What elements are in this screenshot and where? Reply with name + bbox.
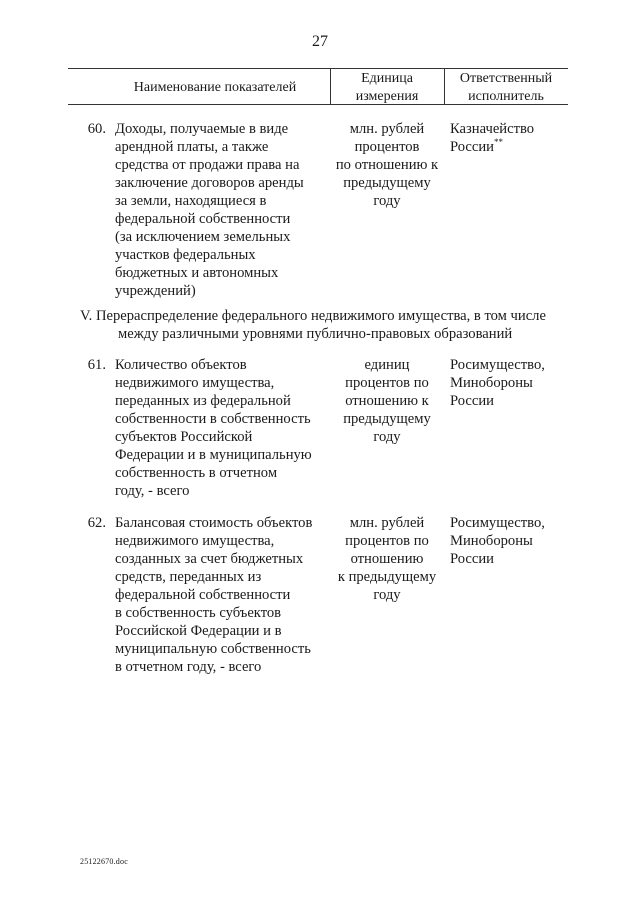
name-line: недвижимого имущества, bbox=[115, 533, 275, 549]
name-line: средства от продажи права на bbox=[115, 157, 300, 173]
section-heading-line-1: V. Перераспределение федерального недвижимого имущества, в том числе bbox=[80, 308, 546, 324]
resp-line: Росимущество, bbox=[450, 357, 545, 373]
resp-line: Казначейство bbox=[450, 121, 535, 137]
name-line: за земли, находящиеся в bbox=[115, 193, 267, 209]
name-line: собственности в собственность bbox=[115, 411, 311, 427]
name-line: муниципальную собственность bbox=[115, 641, 311, 657]
unit-line: единиц bbox=[364, 357, 410, 373]
name-line: переданных из федеральной bbox=[115, 393, 291, 409]
name-line: в отчетном году, - всего bbox=[115, 659, 262, 675]
row-name bbox=[115, 356, 335, 500]
row-number: 61. bbox=[87, 357, 106, 373]
document-code: 25122670.doc bbox=[80, 857, 128, 866]
name-line: средств, переданных из bbox=[115, 569, 262, 585]
name-line: участков федеральных bbox=[115, 247, 256, 263]
unit-line: процентов по bbox=[345, 375, 429, 391]
name-line: федеральной собственности bbox=[115, 211, 291, 227]
name-line: арендной платы, а также bbox=[115, 139, 269, 155]
resp-line: России bbox=[450, 393, 494, 409]
footnote-mark: ** bbox=[494, 137, 503, 147]
header-unit bbox=[330, 70, 444, 106]
section-heading-line-2: между различными уровнями публично-правовых образований bbox=[118, 326, 513, 342]
unit-line: предыдущему bbox=[343, 411, 431, 427]
name-line: Федерации и в муниципальную bbox=[115, 447, 312, 463]
name-line: Количество объектов bbox=[115, 357, 247, 373]
name-line: федеральной собственности bbox=[115, 587, 291, 603]
row-number: 60. bbox=[87, 121, 106, 137]
header-top-rule bbox=[68, 68, 568, 69]
resp-line: России bbox=[450, 551, 494, 567]
name-line: Российской Федерации и в bbox=[115, 623, 282, 639]
row-name bbox=[115, 120, 335, 300]
row-number: 62. bbox=[87, 515, 106, 531]
resp-line: Росимущество, bbox=[450, 515, 545, 531]
unit-line: году bbox=[373, 429, 401, 445]
page-number: 27 bbox=[312, 33, 328, 50]
name-line: созданных за счет бюджетных bbox=[115, 551, 304, 567]
row-responsible bbox=[450, 514, 580, 568]
unit-line: году bbox=[373, 193, 401, 209]
resp-line: Минобороны bbox=[450, 533, 533, 549]
header-name-text: Наименование показателей bbox=[133, 80, 297, 95]
name-line: в собственность субъектов bbox=[115, 605, 282, 621]
unit-line: по отношению к bbox=[335, 157, 439, 173]
header-unit-line: измерения bbox=[355, 89, 419, 104]
name-line: субъектов Российской bbox=[115, 429, 253, 445]
row-responsible bbox=[450, 356, 580, 410]
name-line: учреждений) bbox=[115, 283, 196, 299]
row-unit bbox=[330, 120, 444, 210]
header-unit-line: Единица bbox=[361, 71, 413, 86]
unit-line: млн. рублей bbox=[349, 121, 425, 137]
name-line: Доходы, получаемые в виде bbox=[115, 121, 289, 137]
name-line: Балансовая стоимость объектов bbox=[115, 515, 313, 531]
unit-line: отношению к bbox=[345, 393, 429, 409]
header-resp bbox=[444, 70, 568, 106]
unit-line: процентов bbox=[354, 139, 420, 155]
header-resp-line: Ответственный bbox=[459, 71, 553, 86]
row-unit bbox=[330, 356, 444, 446]
resp-line-text: России bbox=[450, 139, 494, 155]
section-heading bbox=[80, 307, 580, 343]
header-name bbox=[100, 79, 330, 97]
row-unit bbox=[330, 514, 444, 604]
unit-line: отношению bbox=[350, 551, 424, 567]
unit-line: предыдущему bbox=[343, 175, 431, 191]
name-line: недвижимого имущества, bbox=[115, 375, 275, 391]
name-line: собственность в отчетном bbox=[115, 465, 278, 481]
unit-line: млн. рублей bbox=[349, 515, 425, 531]
header-resp-line: исполнитель bbox=[468, 89, 544, 104]
resp-line bbox=[450, 138, 580, 156]
row-name bbox=[115, 514, 335, 676]
name-line: заключение договоров аренды bbox=[115, 175, 304, 191]
name-line: году, - всего bbox=[115, 483, 190, 499]
row-responsible bbox=[450, 120, 580, 156]
unit-line: к предыдущему bbox=[337, 569, 437, 585]
resp-line: Минобороны bbox=[450, 375, 533, 391]
name-line: (за исключением земельных bbox=[115, 229, 291, 245]
unit-line: процентов по bbox=[345, 533, 429, 549]
unit-line: году bbox=[373, 587, 401, 603]
name-line: бюджетных и автономных bbox=[115, 265, 279, 281]
